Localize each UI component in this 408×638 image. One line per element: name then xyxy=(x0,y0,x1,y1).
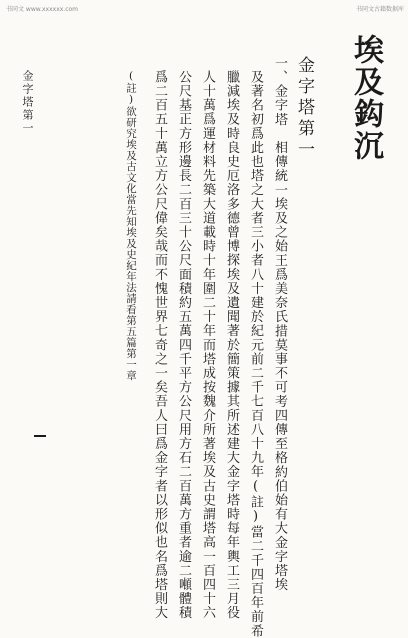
footer-dash xyxy=(34,435,46,437)
watermark-right: 书同文古籍数据库 xyxy=(355,6,404,13)
page-title: 埃及鈎沉 xyxy=(348,34,383,162)
body-column-3: 臘減埃及時良史厄洛多德曾博探埃及遺聞著於簡策據其所述建大金字塔時每年輿工三月役 xyxy=(224,70,239,620)
footnote: (註)欲研究埃及古文化當先知埃及史紀年法請看第五篇第一章 xyxy=(125,70,137,381)
body-column-4: 人十萬爲運材料先築大道載時十年圍二十年而塔成按魏介所著埃及古史謂塔高一百四十六 xyxy=(200,70,215,620)
body-column-2: 及著名初爲此也塔之大者三小者八十建於紀元前二千七百八十九年(註)當二千四百年前希 xyxy=(248,70,263,638)
page-footer: 金字塔第一 xyxy=(21,70,34,135)
body-column-5: 公尺基正方形邊長二百三十公尺面積約五萬四千平方公尺用方石二百萬方重者逾二噸體積 xyxy=(176,70,191,620)
body-column-6: 爲二百五十萬立方公尺偉矣哉而不愧世界七奇之一矣吾人曰爲金字者以形似也名爲塔則大 xyxy=(152,70,167,620)
section-subtitle: 金字塔第一 xyxy=(294,56,314,161)
body-column-1: 一、金字塔 相傳統一埃及之始王爲美奈氏措莫事不可考四傳至格約伯始有大金字塔埃 xyxy=(272,56,287,592)
watermark-left: 书同文 www.xxxxxx.com xyxy=(6,6,79,13)
